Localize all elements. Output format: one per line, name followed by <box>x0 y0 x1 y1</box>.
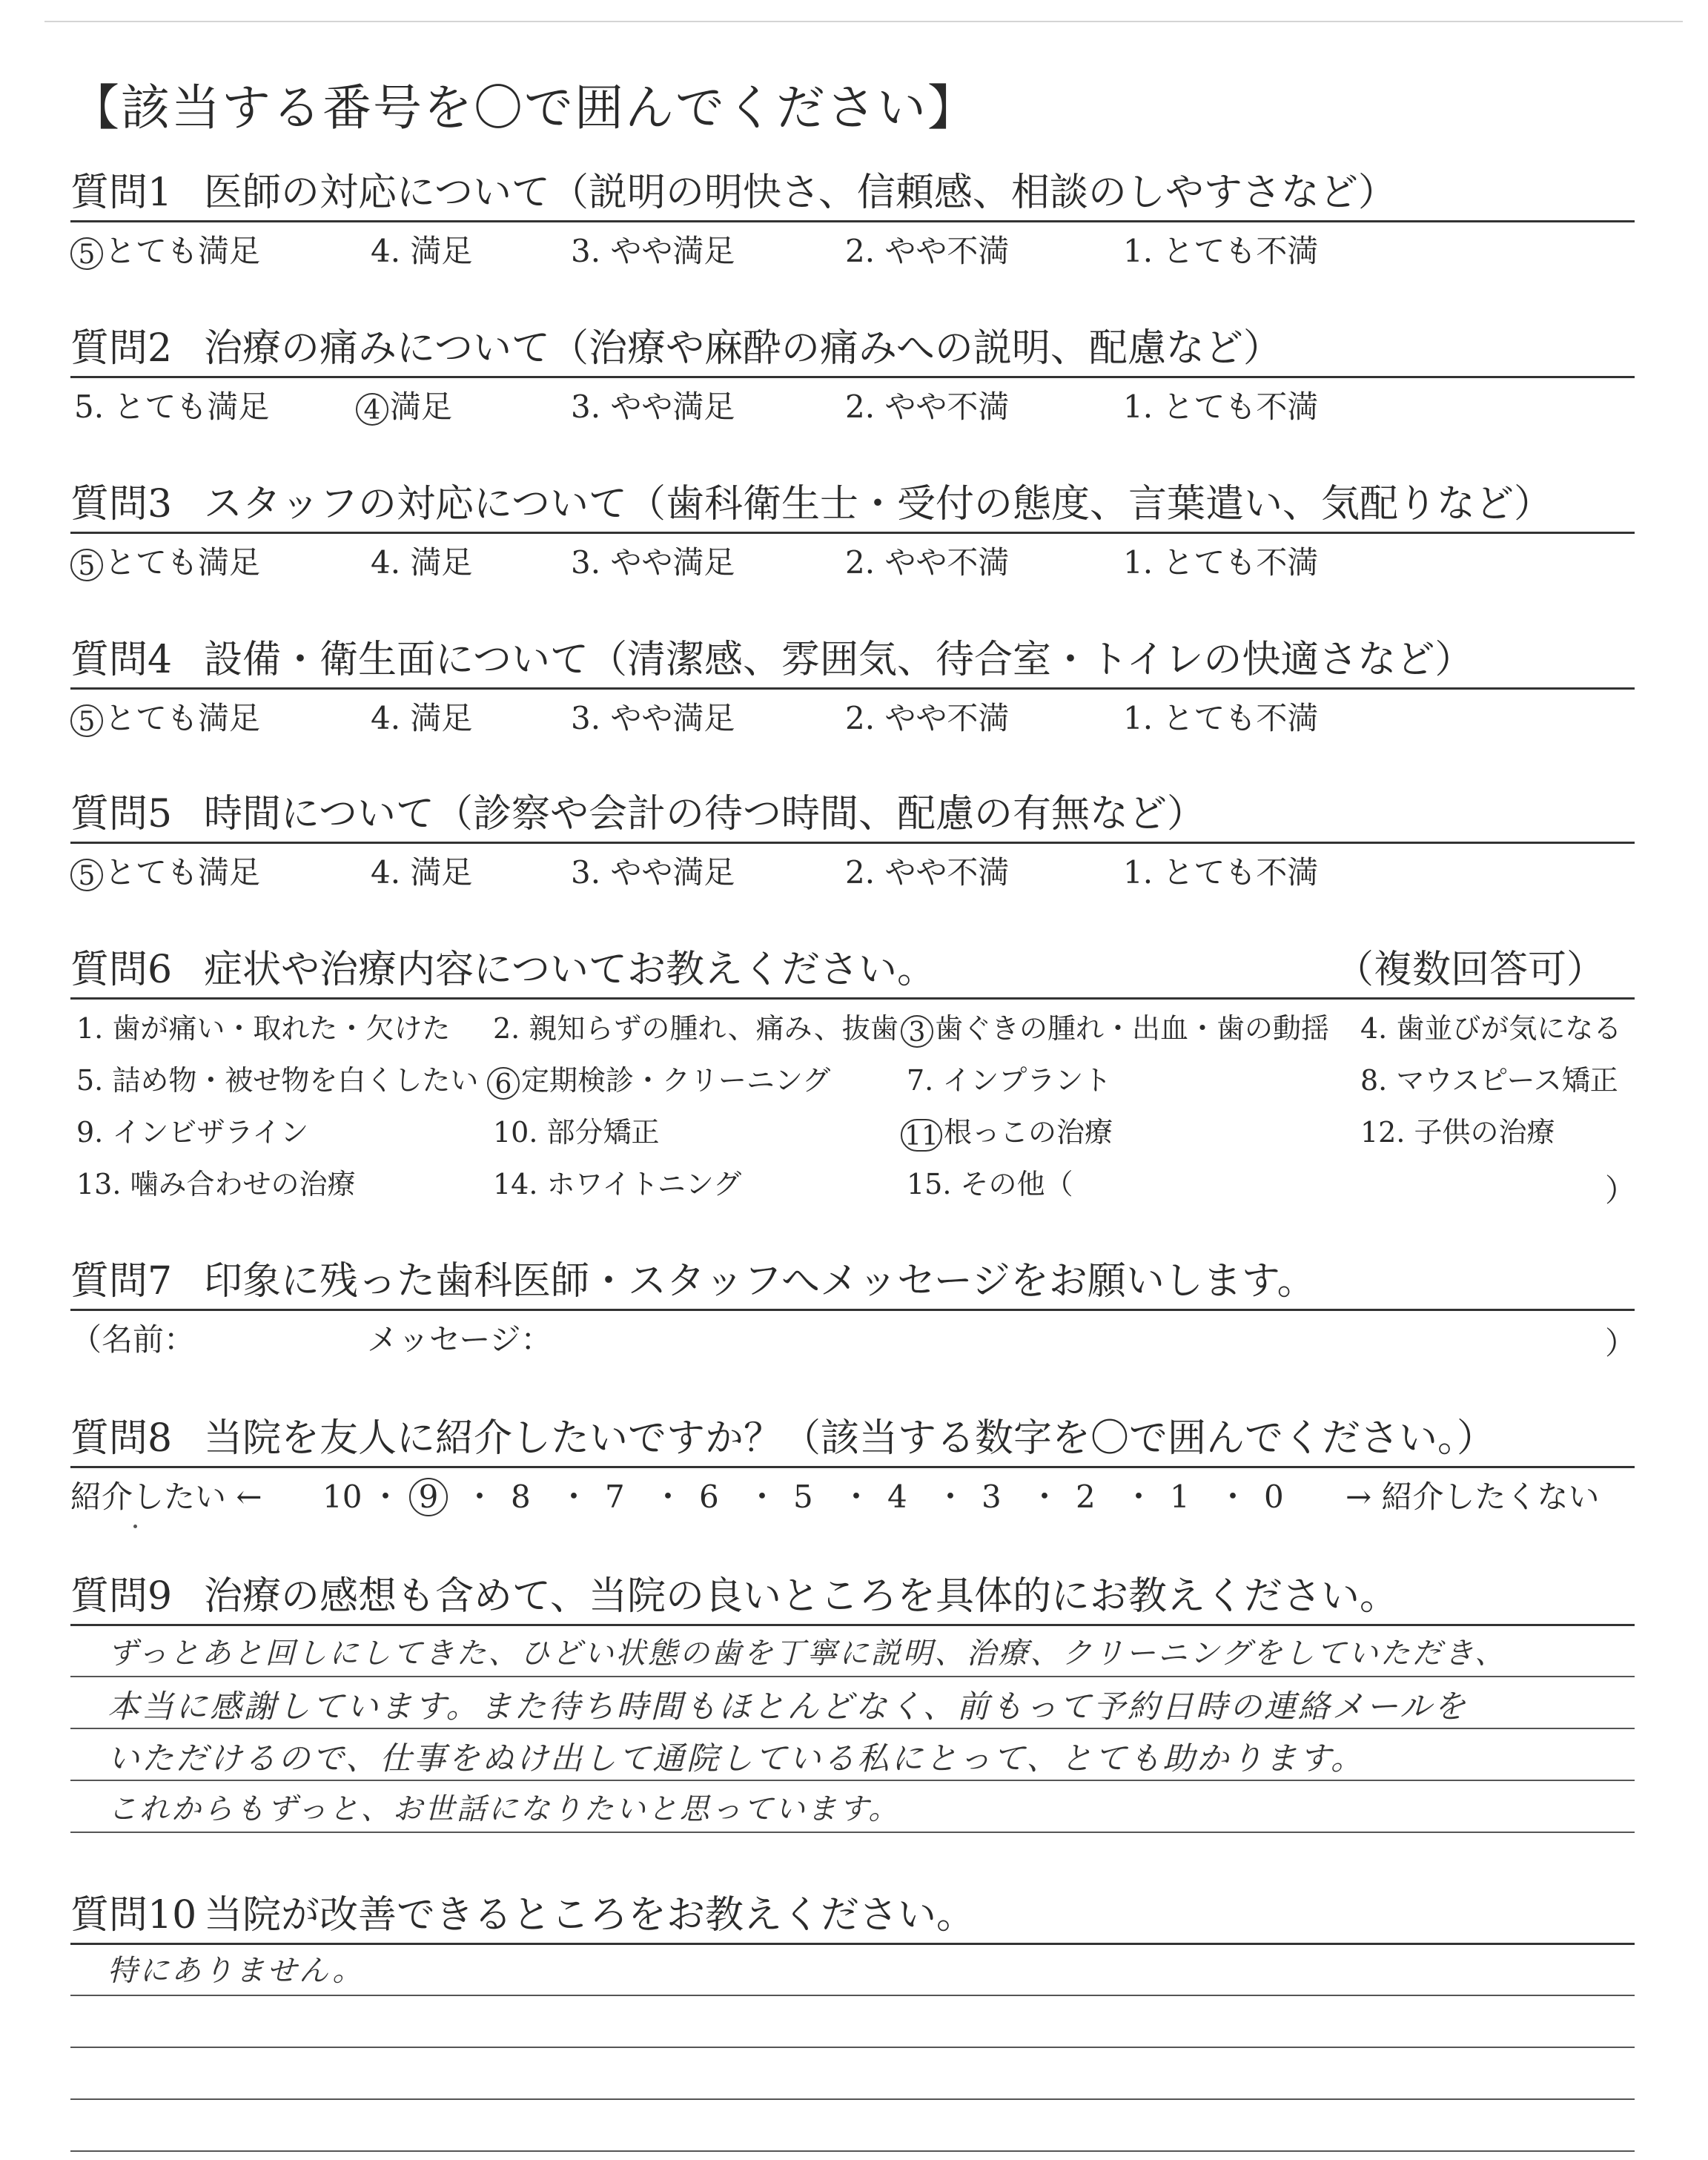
option-1[interactable]: 1. とても不満 <box>1123 233 1319 269</box>
question-text: 医師の対応について（説明の明快さ、信頼感、相談のしやすさなど） <box>204 171 1397 215</box>
question-number: 質問3 <box>70 482 173 526</box>
question-number: 質問7 <box>70 1259 173 1304</box>
question-rule <box>70 1943 1635 1945</box>
symptom-option-6[interactable]: 6 定期検診・クリーニング <box>487 1060 830 1101</box>
selected-circle: 5 <box>70 859 103 891</box>
top-border <box>44 21 1683 22</box>
selected-circle: 5 <box>70 549 103 581</box>
question-title <box>70 159 1635 226</box>
message-close-paren: ） <box>1605 1325 1637 1361</box>
answer-line <box>70 1728 1635 1729</box>
question-text: 症状や治療内容についてお教えください。 <box>204 948 936 992</box>
question-title <box>70 627 1635 693</box>
question-title <box>70 1248 1635 1315</box>
answer-line <box>70 1676 1635 1677</box>
selected-circle: 5 <box>70 237 103 270</box>
symptom-option-1[interactable]: 1. 歯が痛い・取れた・欠けた <box>76 1012 451 1045</box>
option-4[interactable]: 4. 満足 <box>371 700 473 736</box>
option-1[interactable]: 1. とても不満 <box>1123 700 1319 736</box>
scale-separator: ・ <box>841 1479 873 1515</box>
question-number: 質問1 <box>70 171 173 215</box>
symptom-option-15[interactable]: 15. その他（ <box>907 1168 1073 1200</box>
scale-value-7[interactable]: 7 <box>605 1479 625 1515</box>
symptom-option-9[interactable]: 9. インビザライン <box>76 1116 309 1149</box>
symptom-option-2[interactable]: 2. 親知らずの腫れ、痛み、抜歯 <box>493 1012 898 1045</box>
question-number: 質問8 <box>70 1416 173 1461</box>
answer-line <box>70 1832 1635 1833</box>
question-title <box>70 937 1635 1003</box>
recommend-scale <box>322 1476 1405 1521</box>
selected-circle: 3 <box>901 1015 933 1048</box>
symptom-option-11[interactable]: 11 根っこの治療 <box>901 1112 1113 1153</box>
page-title: 【該当する番号を〇で囲んでください】 <box>70 79 978 136</box>
question-number: 質問10 <box>70 1893 197 1938</box>
option-2[interactable]: 2. やや不満 <box>845 233 1010 269</box>
scale-value-6[interactable]: 6 <box>699 1479 719 1515</box>
name-label: （名前： <box>70 1321 196 1358</box>
symptom-option-13[interactable]: 13. 噛み合わせの治療 <box>76 1168 356 1200</box>
option-1[interactable]: 1. とても不満 <box>1123 544 1319 581</box>
option-2[interactable]: 2. やや不満 <box>845 854 1010 891</box>
option-5[interactable]: 5 とても満足 <box>70 852 260 894</box>
scale-separator: ・ <box>1029 1479 1061 1515</box>
symptom-option-4[interactable]: 4. 歯並びが気になる <box>1360 1012 1622 1045</box>
handwritten-answer-line: いただけるので、仕事をぬけ出して通院している私にとって、とても助かります。 <box>107 1740 1365 1777</box>
symptom-option-8[interactable]: 8. マウスピース矯正 <box>1360 1064 1618 1097</box>
question-rule <box>70 687 1635 690</box>
question-number: 質問9 <box>70 1574 173 1619</box>
symptom-option-3[interactable]: 3 歯ぐきの腫れ・出血・歯の動揺 <box>901 1008 1329 1049</box>
option-1[interactable]: 1. とても不満 <box>1123 854 1319 891</box>
symptom-option-14[interactable]: 14. ホワイトニング <box>493 1168 742 1200</box>
scale-separator: ・ <box>747 1479 778 1515</box>
option-2[interactable]: 2. やや不満 <box>845 700 1010 736</box>
selected-circle: 11 <box>901 1119 942 1152</box>
question-text: 設備・衛生面について（清潔感、雰囲気、待合室・トイレの快適さなど） <box>204 638 1474 682</box>
question-title <box>70 1563 1635 1630</box>
question-rule <box>70 220 1635 222</box>
symptom-option-12[interactable]: 12. 子供の治療 <box>1360 1116 1555 1149</box>
option-5[interactable]: 5 とても満足 <box>70 698 260 739</box>
stray-mark <box>133 1525 137 1528</box>
selected-circle: 4 <box>356 393 388 426</box>
question-title <box>70 1882 1635 1949</box>
question-text: 当院が改善できるところをお教えください。 <box>204 1893 976 1938</box>
handwritten-answer-line: 本当に感謝しています。また待ち時間もほとんどなく、前もって予約日時の連絡メールを <box>107 1688 1468 1725</box>
scale-value-4[interactable]: 4 <box>887 1479 907 1515</box>
question-rule <box>70 997 1635 1000</box>
question-text: 治療の感想も含めて、当院の良いところを具体的にお教えください。 <box>204 1574 1398 1619</box>
option-3[interactable]: 3. やや満足 <box>571 389 735 425</box>
question-text: 印象に残った歯科医師・スタッフへメッセージをお願いします。 <box>204 1259 1316 1304</box>
option-4[interactable]: 4 満足 <box>356 386 452 428</box>
question-text: スタッフの対応について（歯科衛生士・受付の態度、言葉遣い、気配りなど） <box>204 482 1552 526</box>
answer-line <box>70 2047 1635 2048</box>
scale-separator: ・ <box>370 1479 402 1515</box>
scale-separator: ・ <box>1123 1479 1155 1515</box>
multiple-answers-note: （複数回答可） <box>1334 948 1605 992</box>
handwritten-answer-line: ずっとあと回しにしてきた、ひどい状態の歯を丁寧に説明、治療、クリーニングをしていただき、 <box>107 1636 1507 1671</box>
answer-line <box>70 1780 1635 1781</box>
question-rule <box>70 532 1635 534</box>
symptom-option-7[interactable]: 7. インプラント <box>907 1064 1112 1097</box>
scale-value-1[interactable]: 1 <box>1170 1479 1190 1515</box>
handwritten-answer-line: これからもずっと、お世話になりたいと思っています。 <box>107 1792 901 1826</box>
question-title <box>70 1405 1635 1472</box>
question-rule <box>70 842 1635 844</box>
question-title <box>70 471 1635 538</box>
scale-separator: ・ <box>464 1479 496 1515</box>
scale-value-10[interactable]: 10 <box>322 1479 363 1515</box>
question-text: 当院を友人に紹介したいですか？（該当する数字を〇で囲んでください。） <box>204 1416 1496 1461</box>
question-rule <box>70 1624 1635 1626</box>
answer-line <box>70 1995 1635 1996</box>
handwritten-answer-line: 特にありません。 <box>107 1954 365 1988</box>
question-title <box>70 781 1635 848</box>
symptom-option-10[interactable]: 10. 部分矯正 <box>493 1116 660 1149</box>
recommend-left-label: 紹介したい ← <box>70 1479 262 1515</box>
scale-separator: ・ <box>652 1479 684 1515</box>
option-1[interactable]: 1. とても不満 <box>1123 389 1319 425</box>
scale-value-8[interactable]: 8 <box>511 1479 531 1515</box>
message-label: メッセージ： <box>367 1321 552 1358</box>
question-rule <box>70 1466 1635 1468</box>
option-3[interactable]: 3. やや満足 <box>571 700 735 736</box>
scale-separator: ・ <box>935 1479 967 1515</box>
option-3[interactable]: 3. やや満足 <box>571 854 735 891</box>
symptom-option-5[interactable]: 5. 詰め物・被せ物を白くしたい <box>76 1064 479 1097</box>
scale-separator: ・ <box>1217 1479 1249 1515</box>
scale-value-2[interactable]: 2 <box>1076 1479 1096 1515</box>
option-3[interactable]: 3. やや満足 <box>571 233 735 269</box>
question-number: 質問4 <box>70 638 173 682</box>
selected-circle: 6 <box>487 1067 520 1100</box>
question-rule <box>70 376 1635 378</box>
scale-value-9[interactable]: 9 <box>409 1478 448 1516</box>
option-5[interactable]: 5 とても満足 <box>70 231 260 272</box>
question-number: 質問5 <box>70 792 173 836</box>
option-5[interactable]: 5 とても満足 <box>70 542 260 584</box>
answer-line <box>70 2098 1635 2100</box>
question-rule <box>70 1309 1635 1311</box>
scale-value-0[interactable]: 0 <box>1264 1479 1284 1515</box>
question-number: 質問2 <box>70 326 173 371</box>
selected-circle: 5 <box>70 704 103 737</box>
question-title <box>70 315 1635 382</box>
recommend-right-label: → 紹介したくない <box>1345 1479 1600 1515</box>
scale-separator: ・ <box>558 1479 590 1515</box>
other-close-paren: ） <box>1605 1172 1637 1209</box>
question-text: 治療の痛みについて（治療や麻酔の痛みへの説明、配慮など） <box>204 326 1282 371</box>
option-4[interactable]: 4. 満足 <box>371 544 473 581</box>
scale-value-3[interactable]: 3 <box>982 1479 1002 1515</box>
answer-line <box>70 2150 1635 2152</box>
option-4[interactable]: 4. 満足 <box>371 233 473 269</box>
question-text: 時間について（診察や会計の待つ時間、配慮の有無など） <box>204 792 1205 836</box>
option-2[interactable]: 2. やや不満 <box>845 389 1010 425</box>
question-number: 質問6 <box>70 948 173 992</box>
scale-value-5[interactable]: 5 <box>793 1479 813 1515</box>
option-3[interactable]: 3. やや満足 <box>571 544 735 581</box>
option-4[interactable]: 4. 満足 <box>371 854 473 891</box>
option-2[interactable]: 2. やや不満 <box>845 544 1010 581</box>
option-5[interactable]: 5. とても満足 <box>74 389 270 425</box>
